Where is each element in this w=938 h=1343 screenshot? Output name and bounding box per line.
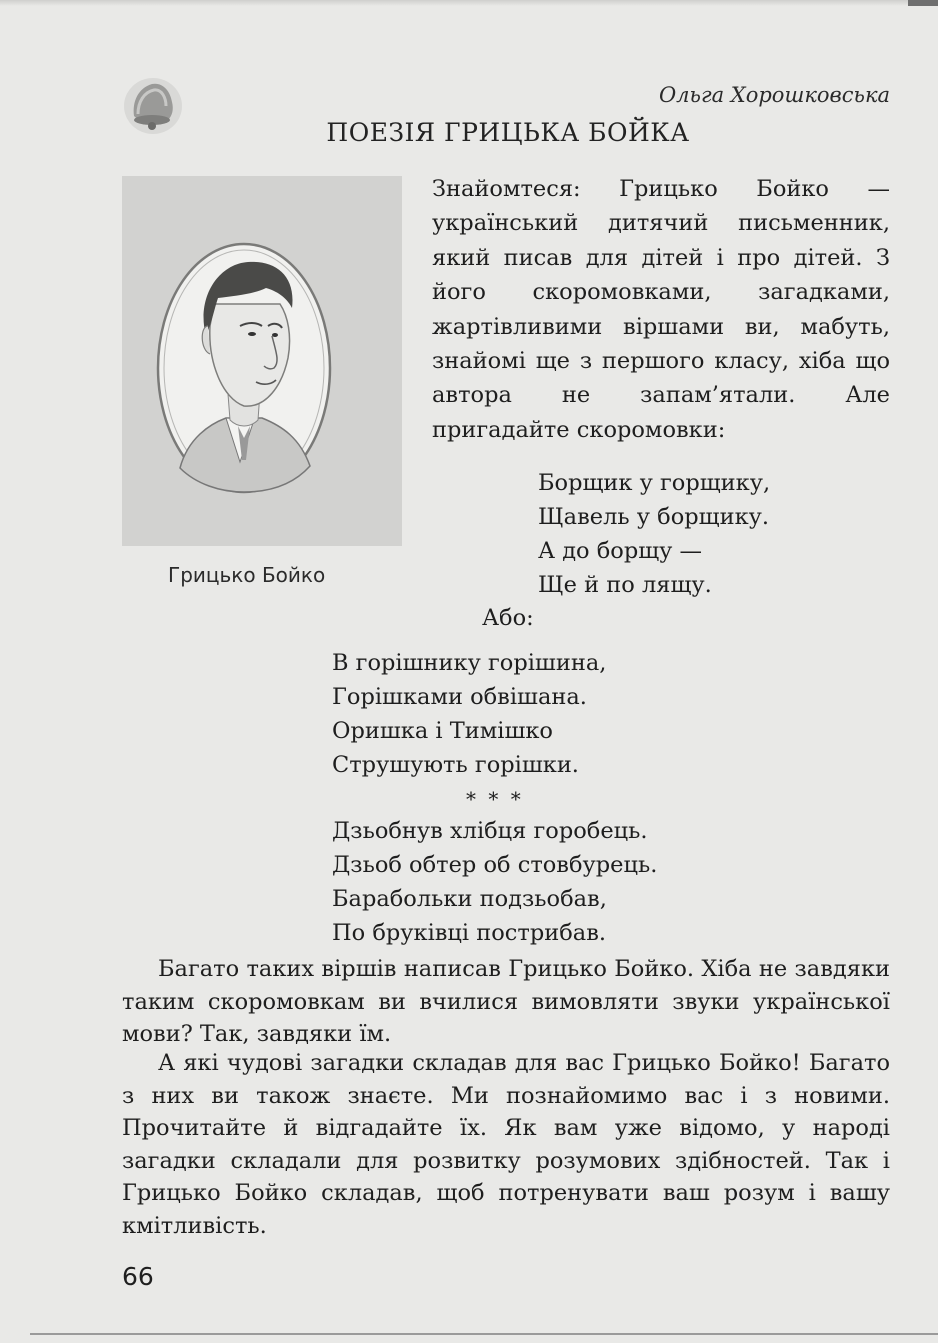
verse-line: Дзьоб обтер об стовбурець. <box>332 852 658 878</box>
portrait-caption: Грицько Бойко <box>168 563 326 587</box>
intro-paragraph: Знайомтеся: Грицько Бойко — український дитячий письменник, який писав для дітей і про дітей. З його скоромовками, загадками, жартівливими віршами ви, мабуть, знайомі ще з першого класу, хіба що автора не запам’ятали. Але пригадайте скоромовки: <box>432 176 890 443</box>
page-title: ПОЕЗІЯ ГРИЦЬКА БОЙКА <box>326 118 690 147</box>
verse-line: Струшують горішки. <box>332 752 579 778</box>
author-name: Ольга Хорошковська <box>658 83 890 107</box>
separator: * * * <box>466 787 524 811</box>
tongue-twister-2 <box>332 646 606 782</box>
verse-line: В горішнику горішина, <box>332 650 607 676</box>
verse-line: А до борщу — <box>538 538 703 564</box>
verse-line: По бруківці пострибав. <box>332 920 607 946</box>
page-edge-bottom <box>30 1333 938 1335</box>
page-number: 66 <box>122 1262 154 1291</box>
verse-line: Дзьобнув хлібця горобець. <box>332 818 648 844</box>
verse-line: Барабольки подзьобав, <box>332 886 607 912</box>
tongue-twister-1 <box>538 466 770 602</box>
page-edge-top <box>0 0 938 6</box>
tongue-twister-3 <box>332 814 657 950</box>
or-label: Або: <box>482 605 534 631</box>
portrait-illustration <box>122 176 402 546</box>
body-paragraph: Багато таких віршів написав Грицько Бойко. Хіба не завдяки таким скоромовкам ви вчилися вимовляти звуки української мови? Так, завдяки їм. <box>122 956 890 1047</box>
verse-line: Щавель у борщику. <box>538 504 770 530</box>
body-paragraph: А які чудові загадки складав для вас Грицько Бойко! Багато з них ви також знаєте. Ми познайомимо вас і з новими. Прочитайте й відгадайте їх. Як вам уже відомо, у народі загадки складали для розвитку розумових здібностей. Так і Грицько Бойко складав, щоб потренувати ваш розум і вашу кмітливість. <box>122 1050 890 1239</box>
verse-line: Ще й по лящу. <box>538 572 712 598</box>
verse-line: Горішками обвішана. <box>332 684 587 710</box>
verse-line: Оришка і Тимішко <box>332 718 553 744</box>
page-edge-mark <box>908 0 938 6</box>
verse-line: Борщик у горщику, <box>538 470 771 496</box>
